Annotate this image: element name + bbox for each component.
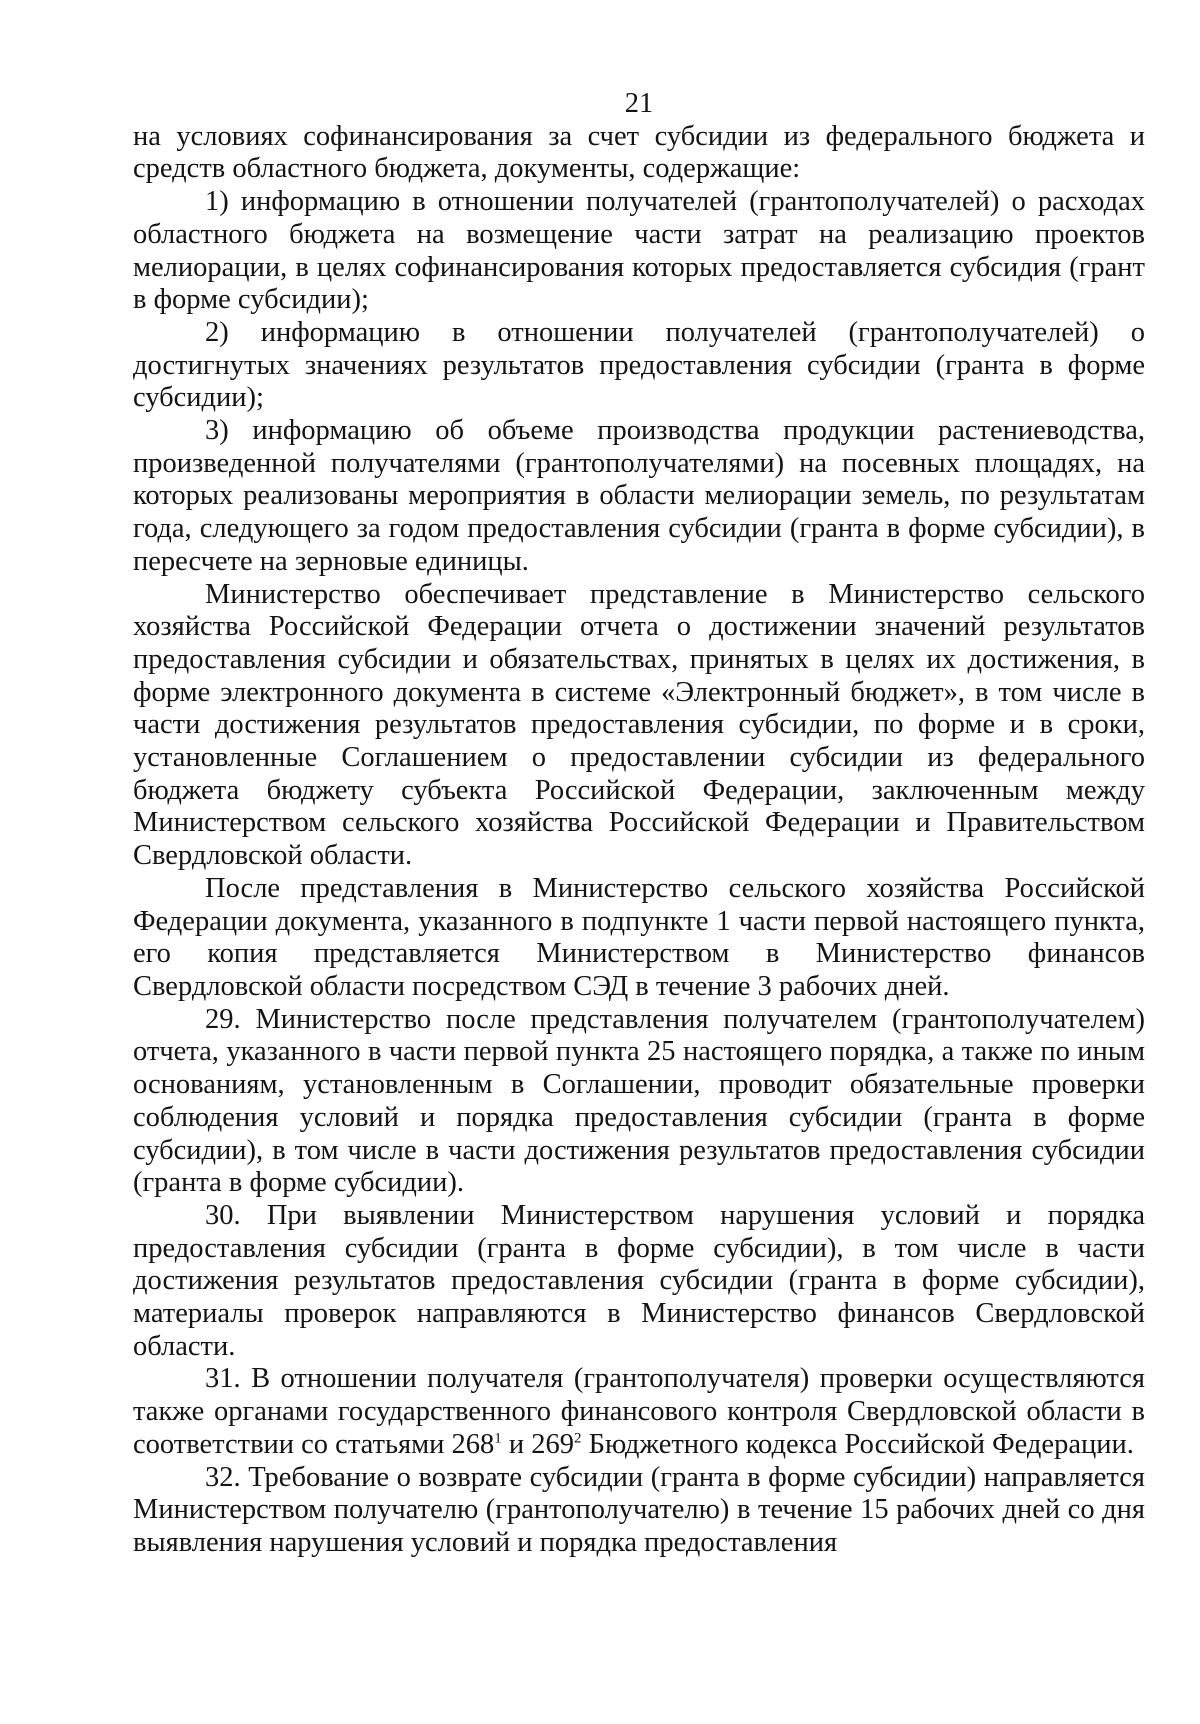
paragraph-after-report: После представления в Министерство сельского хозяйства Российской Федерации документа, указанного в подпункте 1 части первой настоящего пункта, его копия представляется Министерством в Министерство финансов Свердловской области посредством СЭД в течение 3 рабочих дней. (133, 872, 1145, 1002)
paragraph-item-1: 1) информацию в отношении получателей (грантополучателей) о расходах областного бюджета на возмещение части затрат на реализацию проектов мелиорации, в целях софинансирования которых предоставляется субсидия (грант в форме субсидии); (133, 186, 1145, 316)
paragraph-30: 30. При выявлении Министерством нарушения условий и порядка предоставления субсидии (гранта в форме субсидии), в том числе в части достижения результатов предоставления субсидии (гранта в форме субсидии), материалы проверок направляются в Министерство финансов Свердловской области. (133, 1199, 1145, 1362)
paragraph-item-2: 2) информацию в отношении получателей (грантополучателей) о достигнутых значениях результатов предоставления субсидии (гранта в форме субсидии); (133, 316, 1145, 414)
paragraph-ministry-report: Министерство обеспечивает представление в Министерство сельского хозяйства Российской Федерации отчета о достижении значений результатов предоставления субсидии и обязательствах, принятых в целях их достижения, в форме электронного документа в системе «Электронный бюджет», в том числе в части достижения результатов предоставления субсидии, по форме и в сроки, установленные Соглашением о предоставлении субсидии из федерального бюджета бюджету субъекта Российской Федерации, заключенным между Министерством сельского хозяйства Российской Федерации и Правительством Свердловской области. (133, 578, 1145, 872)
page-number: 21 (624, 88, 654, 119)
footnote-marker-1: 1 (494, 1430, 502, 1447)
paragraph-item-3: 3) информацию об объеме производства продукции растениеводства, произведенной получателями (грантополучателями) на посевных площадях, на которых реализованы мероприятия в области мелиорации земель, по результатам года, следующего за годом предоставления субсидии (гранта в форме субсидии), в пересчете на зерновые единицы. (133, 415, 1145, 577)
paragraph-31-text-c: Бюджетного кодекса Российской Федерации. (581, 1428, 1134, 1460)
paragraph-32: 32. Требование о возврате субсидии (гранта в форме субсидии) направляется Министерством получателю (грантополучателю) в течение 15 рабочих дней со дня выявления нарушения условий и порядка предоставления (133, 1461, 1145, 1558)
document-page (133, 88, 1145, 1560)
paragraph-31-text-a: 31. В отношении получателя (грантополучателя) проверки осуществляются также органами государственного финансового контроля Свердловской области в соответствии со статьями 268 (133, 1363, 1145, 1460)
footnote-marker-2: 2 (574, 1430, 582, 1447)
paragraph-intro: на условиях софинансирования за счет субсидии из федерального бюджета и средств областного бюджета, документы, содержащие: (133, 120, 1145, 185)
paragraph-31 (133, 1363, 1145, 1461)
paragraph-29: 29. Министерство после представления получателем (грантополучателем) отчета, указанного в части первой пункта 25 настоящего порядка, а также по иным основаниям, установленным в Соглашении, проводит обязательные проверки соблюдения условий и порядка предоставления субсидии (гранта в форме субсидии), в том числе в части достижения результатов предоставления субсидии (гранта в форме субсидии). (133, 1003, 1145, 1199)
paragraph-31-text-b: и 269 (501, 1428, 575, 1460)
